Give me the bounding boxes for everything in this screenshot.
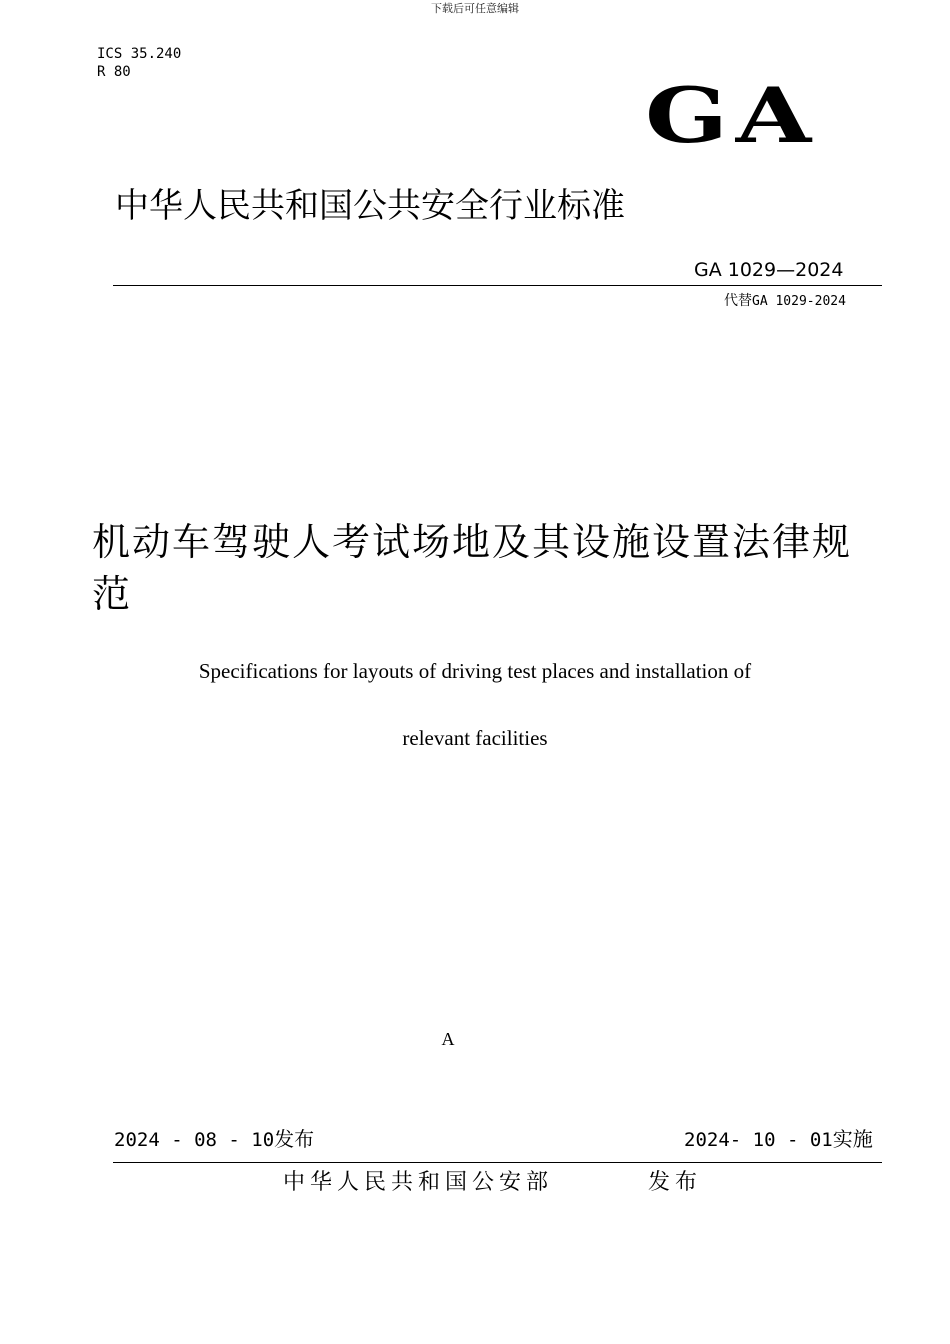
issue-date-label: 发布 bbox=[274, 1127, 315, 1151]
ics-code: ICS 35.240 bbox=[97, 46, 182, 62]
implementation-date-label: 实施 bbox=[832, 1127, 873, 1151]
implementation-date bbox=[684, 1123, 873, 1152]
top-rule bbox=[113, 285, 882, 286]
bottom-rule bbox=[113, 1162, 882, 1163]
issuer-action: 发布 bbox=[648, 1170, 703, 1195]
title-english-line-1: Specifications for layouts of driving test places and installation of bbox=[198, 659, 752, 683]
header-note: 下载后可任意编辑 bbox=[431, 2, 519, 15]
ccs-code: R 80 bbox=[97, 64, 131, 80]
ga-logo: GA bbox=[645, 71, 819, 160]
standard-type: 中华人民共和国公共安全行业标准 bbox=[115, 186, 625, 226]
replaces-label: 代替 bbox=[724, 293, 752, 309]
implementation-date-value: 2024- 10 - 01 bbox=[684, 1129, 833, 1151]
issue-date-value: 2024 - 08 - 10 bbox=[114, 1129, 275, 1151]
title-english-line-2: relevant facilities bbox=[402, 726, 548, 750]
issue-date bbox=[114, 1123, 314, 1152]
standard-number: GA 1029—2024 bbox=[694, 259, 844, 281]
issuer-name: 中华人民共和国公安部 bbox=[283, 1170, 554, 1195]
replaces-note bbox=[724, 290, 846, 310]
replaces-number: GA 1029-2024 bbox=[752, 294, 846, 309]
version-mark: A bbox=[441, 1029, 455, 1049]
title-chinese: 机动车驾驶人考试场地及其设施设置法律规范 bbox=[92, 520, 853, 616]
